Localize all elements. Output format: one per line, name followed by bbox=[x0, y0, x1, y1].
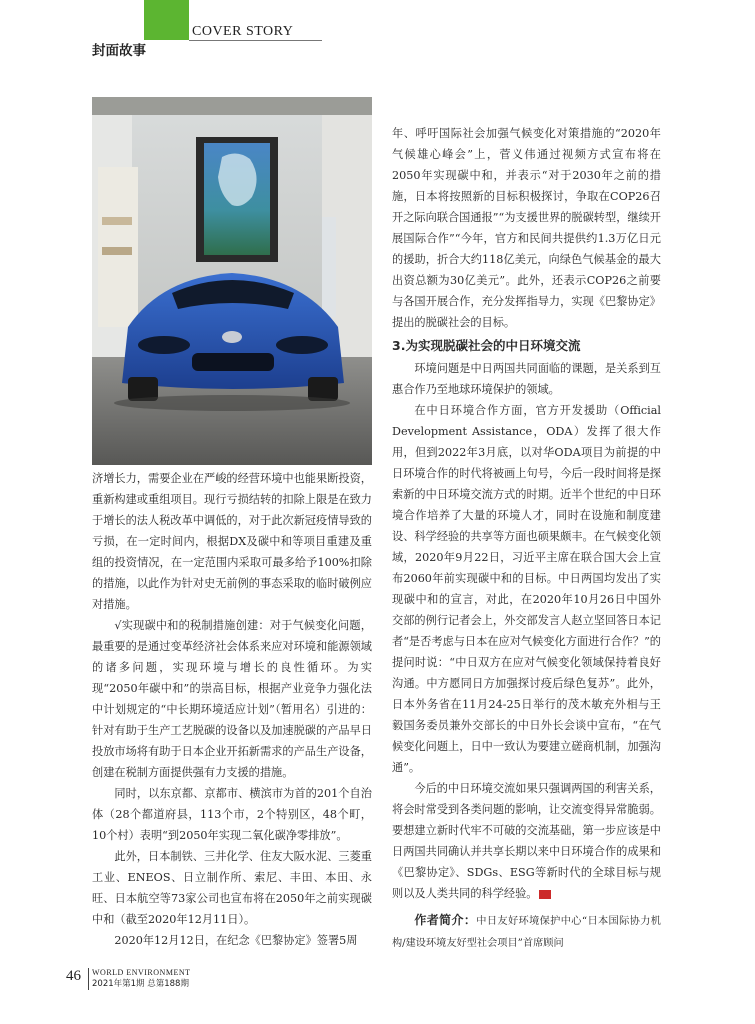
section-heading: 3.为实现脱碳社会的中日环境交流 bbox=[392, 338, 581, 353]
header-rule bbox=[189, 40, 322, 41]
end-mark-icon bbox=[539, 890, 551, 899]
paragraph: √实现碳中和的税制措施创建：对于气候变化问题，最重要的是通过变革经济社会体系来应对环境和能源领域的诸多问题，实现环境与增长的良性循环。为实现“2050年碳中和”的崇高目标，根据产业竞争力强化法中计划规定的“中长期环境适应计划”（暂用名）引进的：针对有助于生产工艺脱碳的设备以及加速脱碳的产品早日投放市场将有助于日本企业开拓新需求的产品生产设备，创建在税制方面提供强有力支援的措施。 bbox=[92, 619, 372, 779]
paragraph: 在中日环境合作方面，官方开发援助（Official Development Assistance，ODA）发挥了很大作用，但到2022年3月底，以对华ODA项目为前提的中日环境合作的时代将被画上句号，今后一段时间将是探索新的中日环境交流方式的时期。近半个世纪的中日环境合作培养了大量的环境人才，同时在设施和制度建设、科学经验的共享等方面也硕果颇丰。在气候变化领域，2020年9月22日，习近平主席在联合国大会上宣布2060年前实现碳中和的目标。中日两国均发出了实现碳中和的宣言，对此，在2020年10月26日中国外交部的例行记者会上，外交部发言人赵立坚回答日本记者“是否考虑与日本在应对气候变化方面进行合作？”的提问时说：“中日双方在应对气候变化领域保持着良好沟通。中方愿同日方加强探讨疫后绿色复苏”。此外，日本外务省在11月24-25日举行的茂木敏充外相与王毅国务委员兼外交部长的中日外长会谈中宣布，“在气候变化问题上，日中一致认为要建立磋商机制，加强沟通”。 bbox=[392, 404, 661, 774]
author-bio bbox=[392, 910, 661, 954]
paragraph: 年、呼吁国际社会加强气候变化对策措施的“2020年气候雄心峰会”上，菅义伟通过视频方式宣布将在2050年实现碳中和，并表示“对于2030年之前的措施，日本将按照新的目标积极探讨，争取在COP26召开之际向联合国通报”“为支援世界的脱碳转型，继续开展国际合作”“今年，官方和民间共提供约1.3万亿日元的援助，折合大约118亿美元，向绿色气候基金的最大出资总额为30亿美元”。此外，还表示COP26之前要与各国开展合作，充分发挥指导力，实现《巴黎协定》提出的脱碳社会的目标。 bbox=[392, 127, 661, 329]
left-column bbox=[92, 468, 372, 951]
car-showroom-photo bbox=[92, 97, 372, 465]
footer-rule bbox=[88, 968, 89, 990]
page-number: 46 bbox=[66, 968, 81, 984]
right-column bbox=[392, 123, 661, 954]
cover-story-label: COVER STORY bbox=[192, 24, 294, 39]
issue-info: 2021年第1期 总第188期 bbox=[92, 979, 189, 989]
paragraph: 同时，以东京都、京都市、横滨市为首的201个自治体（28个都道府县，113个市，2个特别区，48个町，10个村）表明“到2050年实现二氧化碳净零排放”。 bbox=[92, 787, 372, 842]
paragraph: 2020年12月12日，在纪念《巴黎协定》签署5周 bbox=[114, 934, 358, 947]
paragraph: 此外，日本制铁、三井化学、住友大阪水泥、三菱重工业、ENEOS、日立制作所、索尼、丰田、本田、永旺、日本航空等73家公司也宣布将在2050年之前实现碳中和（截至2020年12月11日）。 bbox=[92, 850, 372, 926]
paragraph: 济增长力，需要企业在严峻的经营环境中也能果断投资，重新构建或重组项目。现行亏损结转的扣除上限是在致力于增长的法人税改革中调低的，对于此次新冠疫情导致的亏损，在一定时间内，根据DX及碳中和等项目重建及重组的投资情况，在一定范围内采取可最多给予100%扣除的措施，以此作为针对史无前例的事态采取的临时破例应对措施。 bbox=[92, 472, 372, 611]
magazine-name: WORLD ENVIRONMENT bbox=[92, 968, 191, 977]
author-label: 作者简介： bbox=[414, 913, 477, 927]
paragraph: 环境问题是中日两国共同面临的课题，是关系到互惠合作乃至地球环境保护的领域。 bbox=[392, 362, 661, 396]
paragraph-last bbox=[392, 778, 661, 904]
header-green-tab bbox=[144, 0, 189, 40]
author-text: 中日友好环境保护中心“日本国际协力机构/建设环境友好型社会项目”首席顾问 bbox=[392, 916, 661, 949]
paragraph-text: 今后的中日环境交流如果只强调两国的利害关系，将会时常受到各类问题的影响，让交流变得异常脆弱。要想建立新时代牢不可破的交流基础，第一步应该是中日两国共同确认并共享长期以来中日环境合作的成果和《巴黎协定》、SDGs、ESG等新时代的全球目标与规则以及人类共同的科学经验。 bbox=[392, 782, 661, 900]
section-label: 封面故事 bbox=[92, 43, 146, 59]
